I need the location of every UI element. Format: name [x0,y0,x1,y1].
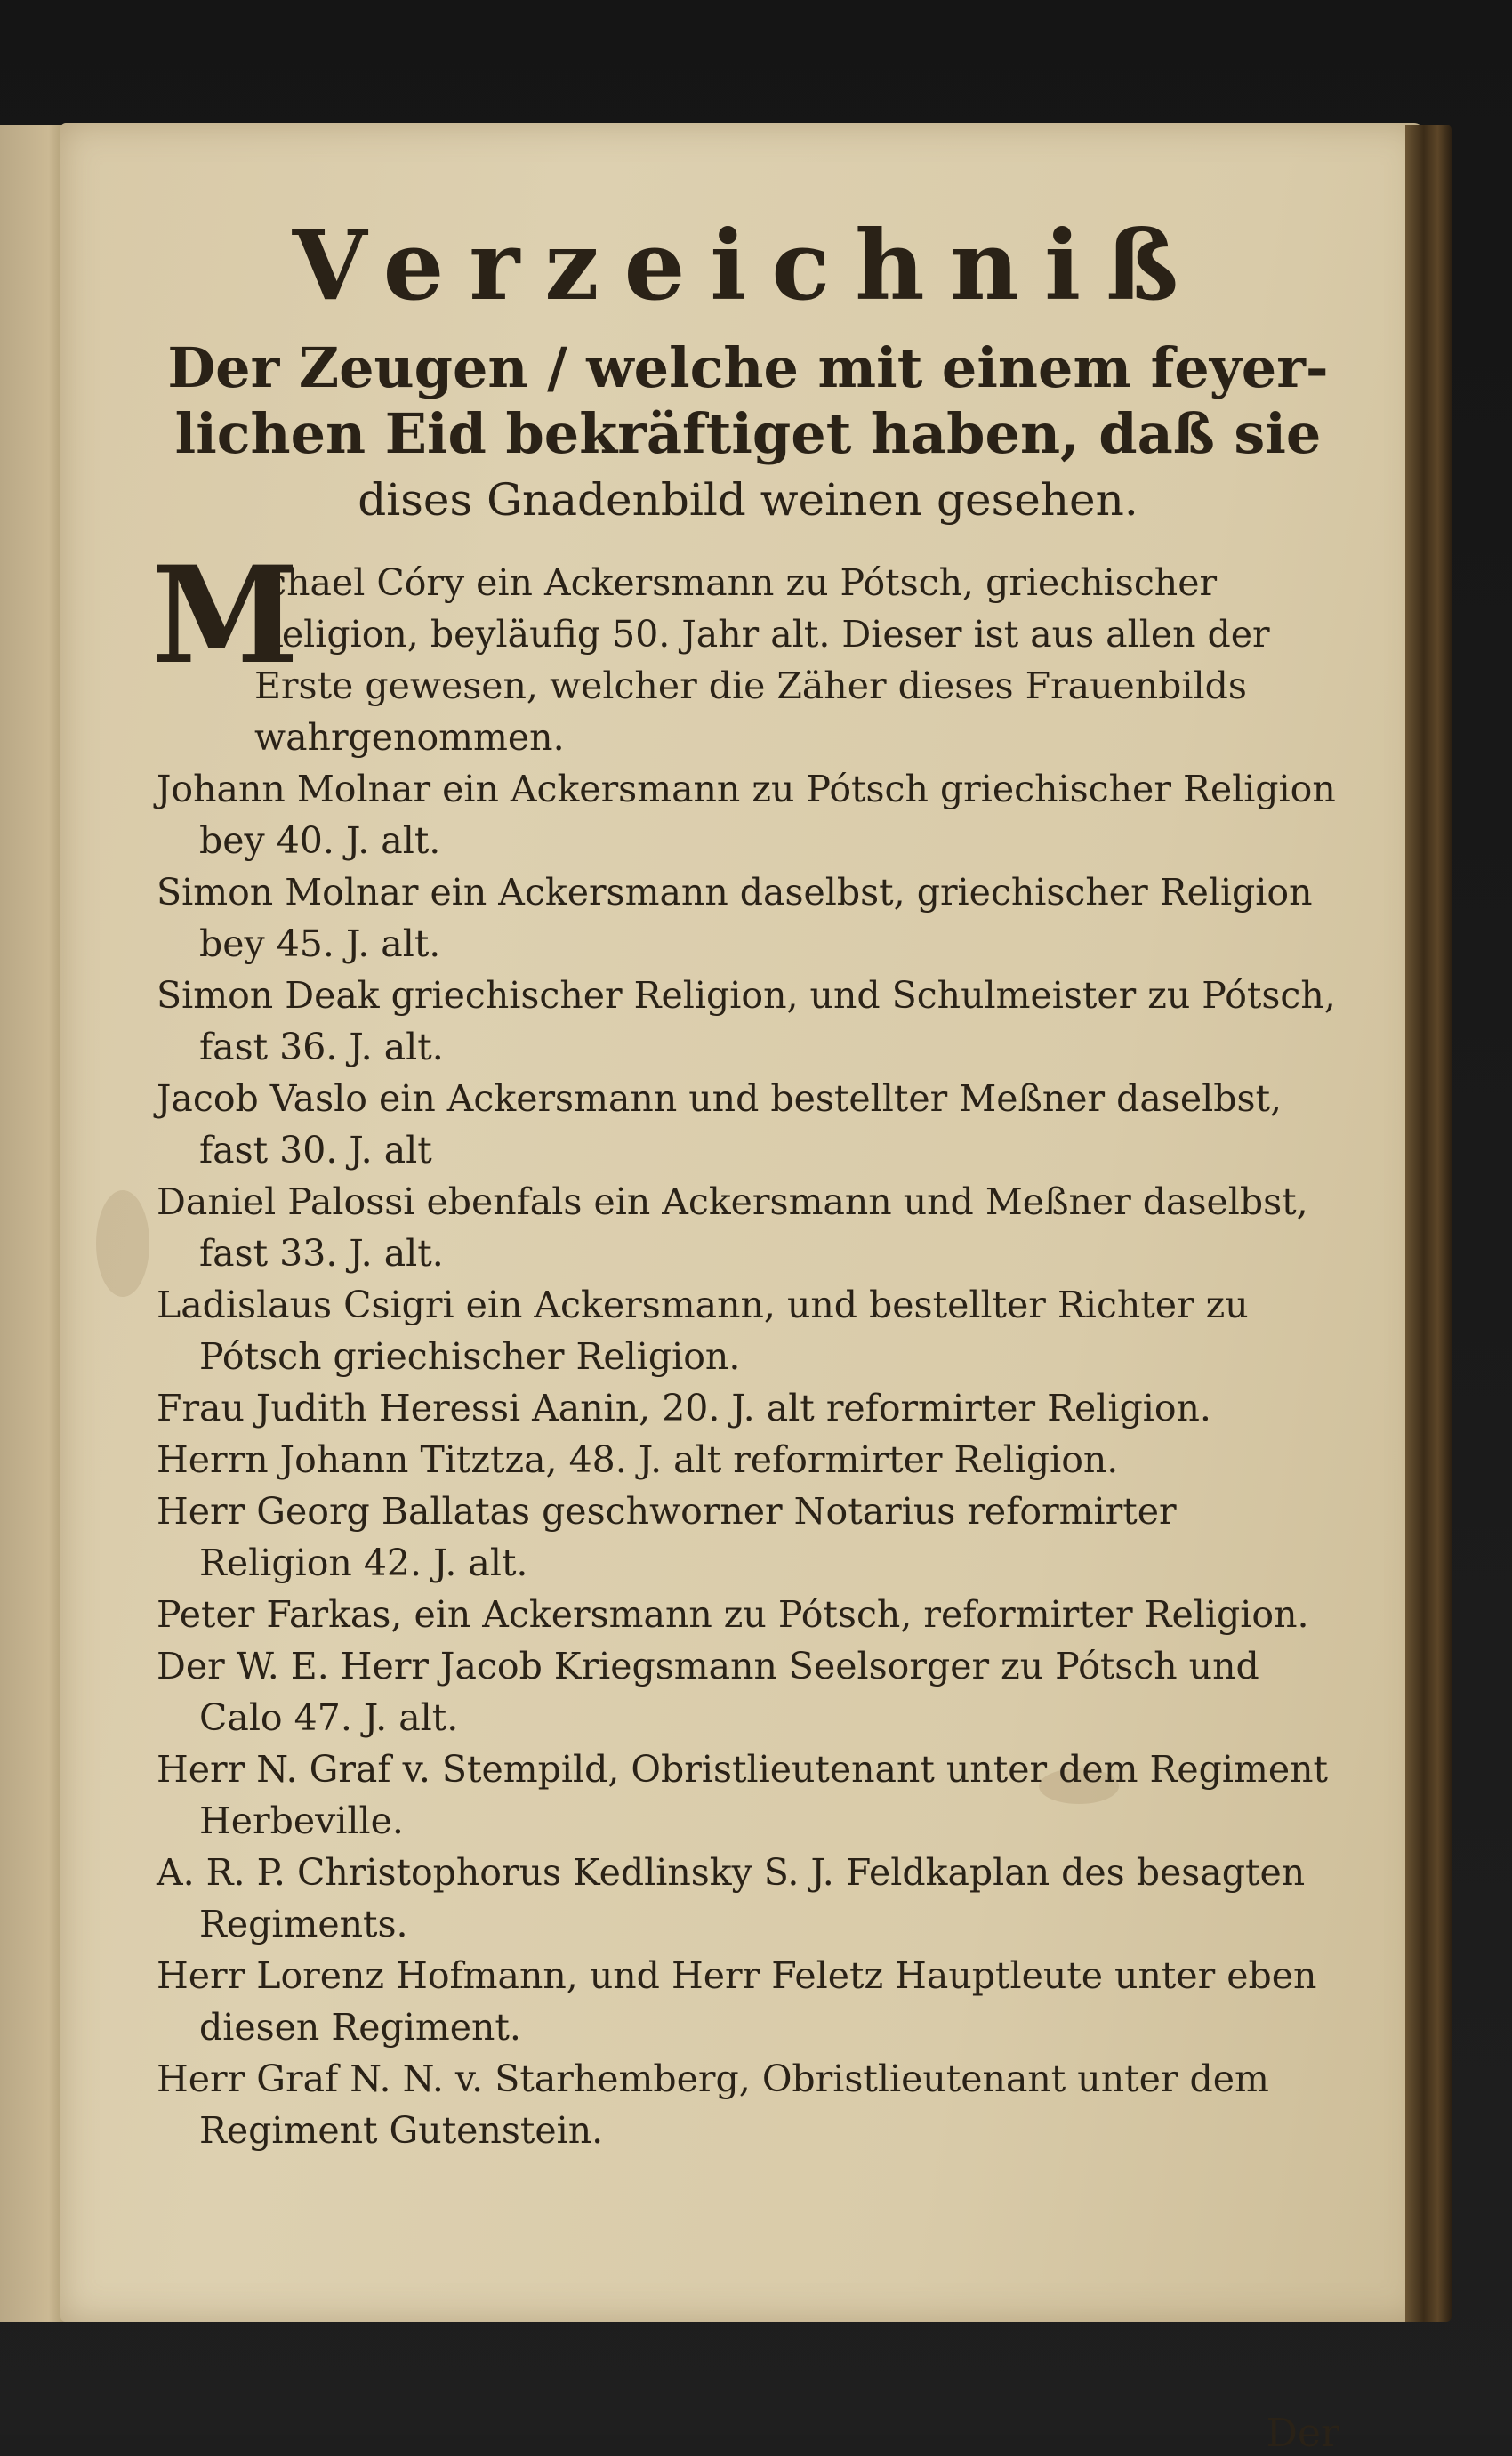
witness-entry: Herr N. Graf v. Stempild, Obristlieutenant unter dem Regiment Herbeville. [157,1747,1329,1842]
subtitle-line-2: lichen Eid bekräftiget haben, daß sie [174,401,1322,467]
catchword: Der [1266,2411,1339,2456]
witness-entry: Frau Judith Heressi Aanin, 20. J. alt reformirter Religion. [157,1386,1211,1429]
page-stain [96,1190,149,1297]
witness-entry [151,536,1339,763]
witness-entry: Ladislaus Csigri ein Ackersmann, und bestellter Richter zu Pótsch griechischer Religion. [157,1283,1249,1378]
witness-list [151,536,1339,2156]
subtitle-line-3: dises Gnadenbild weinen gesehen. [358,473,1138,526]
witness-entry: A. R. P. Christophorus Kedlinsky S. J. Feldkaplan des besagten Regiments. [157,1850,1306,1945]
witness-entry: Herr Lorenz Hofmann, und Herr Feletz Hauptleute unter eben diesen Regiment. [157,1953,1317,2049]
witness-entry: Johann Molnar ein Ackersmann zu Pótsch griechischer Religion bey 40. J. alt. [157,767,1336,862]
witness-entry: Herr Georg Ballatas geschworner Notarius reformirter Religion 42. J. alt. [157,1489,1177,1584]
witness-entry: Jacob Vaslo ein Ackersmann und bestellter Meßner daselbst, fast 30. J. alt [157,1076,1283,1172]
book-edge [1405,125,1452,2322]
page-title: Verzeichniß [292,210,1204,322]
page-content [151,210,1339,2456]
witness-entry: Simon Deak griechischer Religion, und Schulmeister zu Pótsch, fast 36. J. alt. [157,973,1336,1068]
witness-entry: Simon Molnar ein Ackersmann daselbst, griechischer Religion bey 45. J. alt. [157,870,1313,965]
witness-entry: Herr Graf N. N. v. Starhemberg, Obristlieutenant unter dem Regiment Gutenstein. [157,2057,1269,2152]
witness-entry: Peter Farkas, ein Ackersmann zu Pótsch, reformirter Religion. [157,1592,1309,1636]
entry-text: ichael Córy ein Ackersmann zu Pótsch, griechischer Religion, beyläufig 50. Jahr alt. Dieser ist aus allen der Erste gewesen, welcher die Zäher dieses Frauenbilds wahrgenommen. [254,560,1270,759]
witness-entry: Der W. E. Herr Jacob Kriegsmann Seelsorger zu Pótsch und Calo 47. J. alt. [157,1644,1259,1739]
subtitle-line-1: Der Zeugen / welche mit einem feyer- [167,334,1329,400]
drop-cap: M [151,536,300,694]
witness-entry: Daniel Palossi ebenfals ein Ackersmann und Meßner daselbst, fast 33. J. alt. [157,1180,1308,1275]
witness-entry: Herrn Johann Titztza, 48. J. alt reformirter Religion. [157,1437,1119,1481]
